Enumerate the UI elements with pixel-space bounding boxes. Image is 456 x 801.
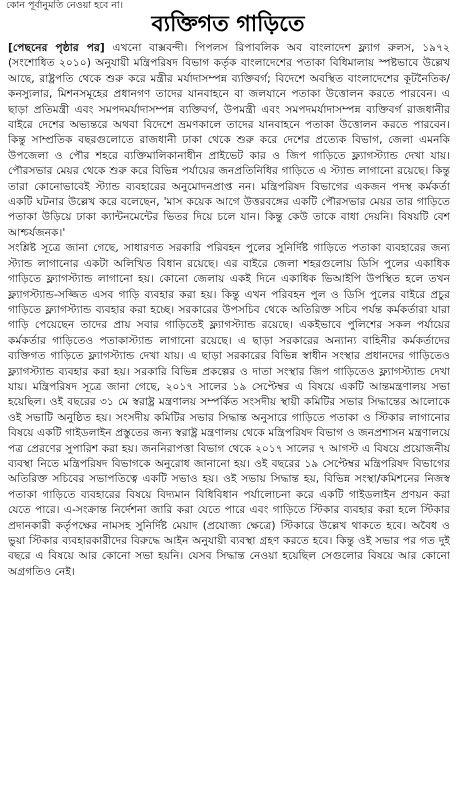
continuation-tag: [পেছনের পৃষ্ঠার পর]: [8, 41, 105, 54]
article-headline: ব্যক্তিগত গাড়িতে: [151, 11, 305, 37]
article-paragraph-1: [8, 40, 450, 240]
article-paragraph-2: সংশ্লিষ্ট সূত্রে জানা গেছে, সাধারণত সরকারি পরিবহন পুলের সুনির্দিষ্ট গাড়িতে পতাকা ব্যবহারের জন্য স্ট্যান্ড লাগানোর একটা অলিখিত বিধান রয়েছে। এর বাইরে জেলা শহরগুলোয় ডিসি পুলের একাধিক গাড়িতে ফ্ল্যাগস্ট্যান্ড লাগানো হয়। কোনো জেলায় একই দিনে একাধিক ভিআইপি উপস্থিত হলে তখন ফ্ল্যাগস্ট্যান্ড-সজ্জিত এসব গাড়ি ব্যবহার করা হয়। কিন্তু এখন পরিবহন পুল ও ডিসি পুলের বাইরে প্রচুর গাড়িতে ফ্ল্যাগস্ট্যান্ড ব্যবহার করা হচ্ছে। সরকারের উপসচিব থেকে অতিরিক্ত সচিব পর্যন্ত কর্মকর্তারা যারা গাড়ি পেয়েছেন তাদের প্রায় সবার গাড়িতেই ফ্ল্যাগস্ট্যান্ড রয়েছে। একইভাবে পুলিশের সকল পর্যায়ের কর্মকর্তার গাড়িতেও পতাকাস্ট্যান্ড লাগানো রয়েছে। এ ছাড়া সরকারের অন্যান্য বাহিনীর কর্মকর্তাদের ব্যক্তিগত গাড়িতে ফ্ল্যাগস্ট্যান্ড দেখা যায়। এ ছাড়া সরকারের বিভিন্ন স্বাধীন সংস্থার প্রধানদের গাড়িতেও ফ্ল্যাগস্ট্যান্ড ব্যবহার করা হয়। সরকারি বিভিন্ন প্রকল্পের ও দাতা সংস্থার জিপ গাড়িতেও ফ্ল্যাগস্ট্যান্ড দেখা যায়। মন্ত্রিপরিষদ সূত্রে জানা গেছে, ২০১৭ সালের ১৯ সেপ্টেম্বর এ বিষয়ে একটি আন্তমন্ত্রণালয় সভা হয়েছিল। ওই বছরের ৩১ মে স্বরাষ্ট্র মন্ত্রণালয় সম্পর্কিত সংসদীয় স্থায়ী কমিটির সভার সিদ্ধান্তের আলোকে ওই সভাটি অনুষ্ঠিত হয়। সংসদীয় কমিটির সভার সিদ্ধান্ত অনুসারে গাড়িতে পতাকা ও স্টিকার লাগানোর বিষয়ে একটি গাইডলাইন প্রস্তুতের জন্য স্বরাষ্ট্র মন্ত্রণালয় থেকে মন্ত্রিপরিষদ বিভাগ ও জনপ্রশাসন মন্ত্রণালয়ে পত্র প্রেরণের সুপারিশ করা হয়। জননিরাপত্তা বিভাগ থেকে ২০১৭ সালের ৭ আগস্ট এ বিষয়ে প্রয়োজনীয় ব্যবস্থা নিতে মন্ত্রিপরিষদ বিভাগকে অনুরোধ জানানো হয়। ওই বছরের ১৯ সেপ্টেম্বর মন্ত্রিপরিষদ বিভাগের অতিরিক্ত সচিবের সভাপতিত্বে একটি সভাও হয়। ওই সভায় সিদ্ধান্ত হয়, বিভিন্ন সংস্থা/কমিশনের নিজস্ব পতাকা গাড়িতে ব্যবহারের বিষয়ে বিদ্যমান বিধিবিধান পর্যালোচনা করে একটি গাইডলাইন প্রণয়ন করা যেতে পারে। এ-সংক্রান্ত নির্দেশনা জারি করা যেতে পারে এবং গাড়িতে স্টিকার ব্যবহার করা হলে স্টিকার প্রদানকারী কর্তৃপক্ষের নামসহ সুনির্দিষ্ট মেয়াদ (প্রযোজ্য ক্ষেত্রে) স্টিকারে উল্লেখ থাকতে হবে। অবৈধ ও ভুয়া স্টিকার ব্যবহারকারীদের বিরুদ্ধে আইন অনুযায়ী ব্যবস্থা গ্রহণ করতে হবে। কিন্তু ওই সভার পর গত দুই বছরে এ বিষয়ে আর কোনো সভা হয়নি। যেসব সিদ্ধান্ত নেওয়া হয়েছিল সেগুলোর বিষয়ে আর কোনো অগ্রগতিও নেই।: [8, 241, 450, 578]
article-body: [8, 40, 450, 797]
paragraph-1-text: এখনো বাক্সবন্দী। পিপলস রিপাবলিক অব বাংলাদেশ ফ্ল্যাগ রুলস, ১৯৭২ (সংশোধিত ২০১০) অনুযায়ী মন্ত্রিপরিষদ বিভাগ কর্তৃক বাংলাদেশের পতাকা বিধিমালায় স্পষ্টভাবে উল্লেখ আছে, রাষ্ট্রপতি থেকে শুরু করে মন্ত্রীর মর্যাদাসম্পন্ন ব্যক্তিবর্গ; বিদেশে অবস্থিত বাংলাদেশের কূটনৈতিক/কনস্যুলার, মিশনসমূহের প্রধানগণ তাদের যানবাহনে বা জলযানে পতাকা উত্তোলন করতে পারবেন। এ ছাড়া প্রতিমন্ত্রী এবং সমপদমর্যাদাসম্পন্ন ব্যক্তিবর্গ, উপমন্ত্রী এবং সমপদমর্যাদাসম্পন্ন ব্যক্তিবর্গ রাজধানীর বাইরে দেশের অভ্যন্তরে অথবা বিদেশে ভ্রমণকালে তাদের যানবাহনে পতাকা উত্তোলন করতে পারবেন। কিন্তু সাম্প্রতিক বছরগুলোতে রাজধানী ঢাকা থেকে শুরু করে দেশের প্রত্যেক বিভাগ, জেলা এমনকি উপজেলা ও পৌর শহরে ব্যক্তিমালিকানাধীন প্রাইভেট কার ও জিপ গাড়িতে ফ্ল্যাগস্ট্যান্ড দেখা যায়। পৌরসভার মেয়র থেকে শুরু করে বিভিন্ন পর্যায়ের জনপ্রতিনিধির গাড়িতে এ স্ট্যান্ড লাগানো রয়েছে। কিন্তু তারা কোনোভাবেই স্ট্যান্ড ব্যবহারের অনুমোদনপ্রাপ্ত নন। মন্ত্রিপরিষদ বিভাগের একজন পদস্থ কর্মকর্তা একটি ঘটনার উল্লেখ করে বলেছেন, 'মাস কয়েক আগে উত্তরবঙ্গের একটি পৌরসভার মেয়র তার গাড়িতে পতাকা উড়িয়ে ঢাকা ক্যান্টনমেন্টের ভিতর দিয়ে চলে যান। কিন্তু কেউ তাকে বাধা দেয়নি। বিষয়টি বেশ আশ্চর্যজনক।': [8, 41, 450, 239]
previous-article-tail: কোন পূর্বানুমতি নেওয়া হবে না।: [6, 0, 124, 11]
